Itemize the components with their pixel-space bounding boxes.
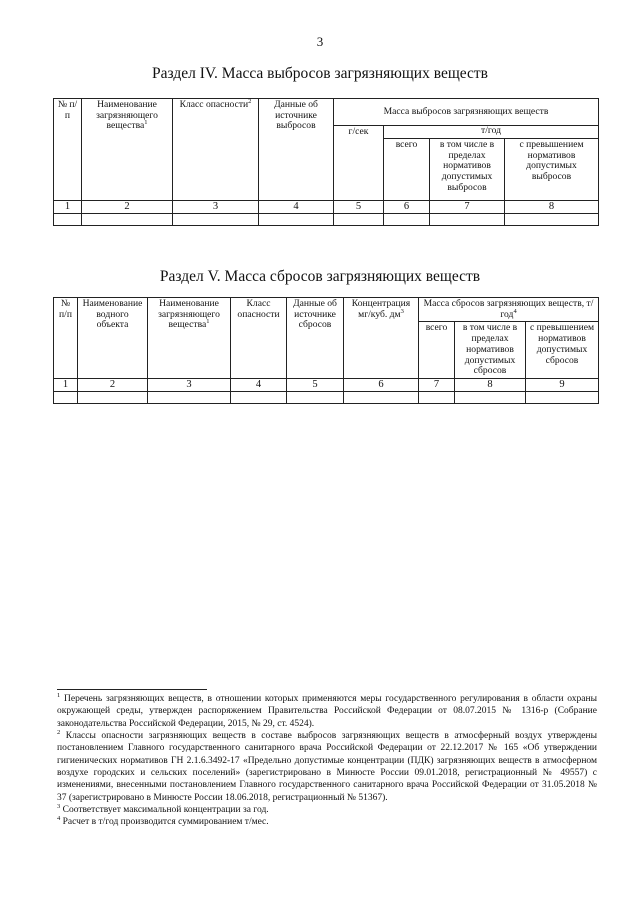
table-cell (526, 391, 599, 403)
section-5-title: Раздел V. Масса сбросов загрязняющих веществ (159, 268, 481, 285)
column-number-row (54, 201, 599, 214)
table-cell (505, 213, 599, 225)
footnote-1: $^1$ Перечень загрязняющих веществ, в отношении которых применяются меры государственного регулирования в области охраны окружающей среды, утвержден распоряжением Правительства Российской Федерации от 08.07.2015 № 1316-р (Собрание законодательства Российской Федерации, 2015, № 29, ст. 4524). (57, 691, 597, 729)
column-number: 7 (419, 379, 455, 392)
column-number: 4 (259, 201, 334, 214)
column-number: 2 (82, 201, 173, 214)
column-number: 3 (148, 379, 231, 392)
footnote-4: $^4$ Расчет в т/год производится суммированием т/мес. (57, 815, 269, 828)
table-cell (287, 391, 344, 403)
column-number: 5 (334, 201, 384, 214)
col-header-no: № п/п (54, 298, 78, 379)
col-header-mass: Масса сбросов загрязняющих веществ, т/год$^4$ (419, 298, 599, 322)
table-cell (344, 391, 419, 403)
col-header-total: всего (384, 139, 430, 201)
col-header-source: Данные об источнике выбросов (259, 99, 334, 201)
col-header-hazard-class: Класс опасности$^2$ (173, 99, 259, 201)
footnote-2: $^2$ Классы опасности загрязняющих веществ в составе выбросов загрязняющих веществ в атмосферный воздух утверждены постановлением Главного государственного санитарного врача Российской Федерации от 22.12.2017 № 165 «Об утверждении гигиенических нормативов ГН 2.1.6.3492-17 «Предельно допустимые концентрации (ПДК) загрязняющих веществ в атмосферном воздухе городских и сельских поселений» (зарегистрировано в Минюсте России 09.01.2018, регистрационный № 49557) с изменениями, внесенными постановлением Главного государственного санитарного врача Российской Федерации от 31.05.2018 № 37 (зарегистрировано в Минюсте России 18.06.2018, регистрационный № 51367). (57, 728, 597, 803)
table-cell (334, 213, 384, 225)
column-number: 7 (430, 201, 505, 214)
footnote-3: $^3$ Соответствует максимальной концентрации за год. (57, 802, 269, 816)
col-header-concentration: Концентрация мг/куб. $дм^3$ (344, 298, 419, 379)
table-cell (173, 213, 259, 225)
empty-data-row (54, 213, 599, 225)
column-number: 6 (384, 201, 430, 214)
column-number-row (54, 379, 599, 392)
column-number: 8 (505, 201, 599, 214)
col-header-exceeding-limits: с превышением нормативов допустимых сбросов (526, 322, 599, 379)
col-header-within-limits: в том числе в пределах нормативов допустимых сбросов (455, 322, 526, 379)
table-cell (384, 213, 430, 225)
column-number: 2 (78, 379, 148, 392)
table-cell (455, 391, 526, 403)
discharges-table (53, 297, 599, 404)
section-4-title: Раздел IV. Масса выбросов загрязняющих веществ (151, 65, 489, 82)
col-header-no: № п/п (54, 99, 82, 201)
column-number: 1 (54, 379, 78, 392)
table-cell (259, 213, 334, 225)
column-number: 1 (54, 201, 82, 214)
column-number: 4 (231, 379, 287, 392)
col-header-hazard-class: Класс опасности (231, 298, 287, 379)
empty-data-row (54, 391, 599, 403)
emissions-table (53, 98, 599, 226)
page-number: 3 (316, 34, 324, 49)
table-cell (419, 391, 455, 403)
column-number: 5 (287, 379, 344, 392)
footnote-divider (57, 689, 207, 690)
column-number: 6 (344, 379, 419, 392)
col-header-exceeding-limits: с превышением нормативов допустимых выбросов (505, 139, 599, 201)
table-cell (54, 391, 78, 403)
col-header-mass: Масса выбросов загрязняющих веществ (334, 99, 599, 126)
col-header-within-limits: в том числе в пределах нормативов допустимых выбросов (430, 139, 505, 201)
table-cell (231, 391, 287, 403)
table-cell (54, 213, 82, 225)
column-number: 3 (173, 201, 259, 214)
footnotes (57, 693, 597, 829)
col-header-source: Данные об источнике сбросов (287, 298, 344, 379)
col-header-g-per-sec: г/сек (334, 126, 384, 201)
col-header-total: всего (419, 322, 455, 379)
table-cell (82, 213, 173, 225)
column-number: 8 (455, 379, 526, 392)
table-cell (430, 213, 505, 225)
col-header-water-body: Наименование водного объекта (78, 298, 148, 379)
col-header-t-per-year: т/год (384, 126, 599, 139)
column-number: 9 (526, 379, 599, 392)
col-header-substance: Наименование загрязняющего вещества$^1$ (82, 99, 173, 201)
col-header-substance: Наименование загрязняющего вещества$^1$ (148, 298, 231, 379)
table-cell (148, 391, 231, 403)
table-cell (78, 391, 148, 403)
